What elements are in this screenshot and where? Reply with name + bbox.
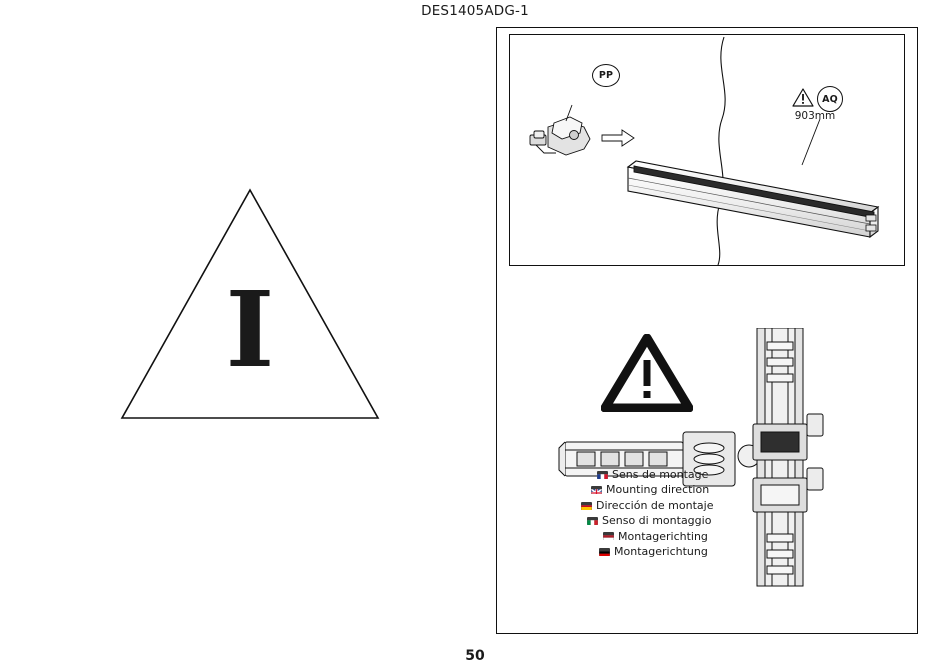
mounting-direction-legend <box>561 467 761 559</box>
legend-label: Montagerichting <box>618 529 708 543</box>
part-bubble-aq: AQ <box>817 86 843 112</box>
flag-icon-en <box>591 486 602 494</box>
list-item <box>561 544 761 559</box>
list-item <box>561 482 761 497</box>
instruction-frame <box>496 27 918 634</box>
list-item <box>561 498 761 513</box>
page-number: 50 <box>465 648 485 664</box>
part-bubble-pp: PP <box>592 64 620 87</box>
step-letter: I <box>225 268 275 391</box>
warning-triangle-icon-large <box>601 334 693 412</box>
flag-icon-de <box>599 548 610 556</box>
flag-icon-it <box>587 517 598 525</box>
left-step-panel <box>8 24 468 624</box>
insert-direction-arrow <box>602 130 634 146</box>
flag-icon-es <box>581 502 592 510</box>
legend-label: Montagerichtung <box>614 545 708 559</box>
flag-icon-fr <box>597 471 608 479</box>
length-label: 903mm <box>794 110 836 122</box>
legend-label: Senso di montaggio <box>602 514 712 528</box>
document-title: DES1405ADG-1 <box>421 3 529 19</box>
legend-label: Dirección de montaje <box>596 498 714 512</box>
list-item <box>561 529 761 544</box>
list-item <box>561 467 761 482</box>
warning-triangle-icon <box>791 87 815 109</box>
top-diagram-box <box>509 34 905 266</box>
flag-icon-nl <box>603 532 614 540</box>
legend-label: Sens de montage <box>612 468 709 481</box>
list-item <box>561 513 761 528</box>
legend-label: Mounting direction <box>606 483 710 497</box>
